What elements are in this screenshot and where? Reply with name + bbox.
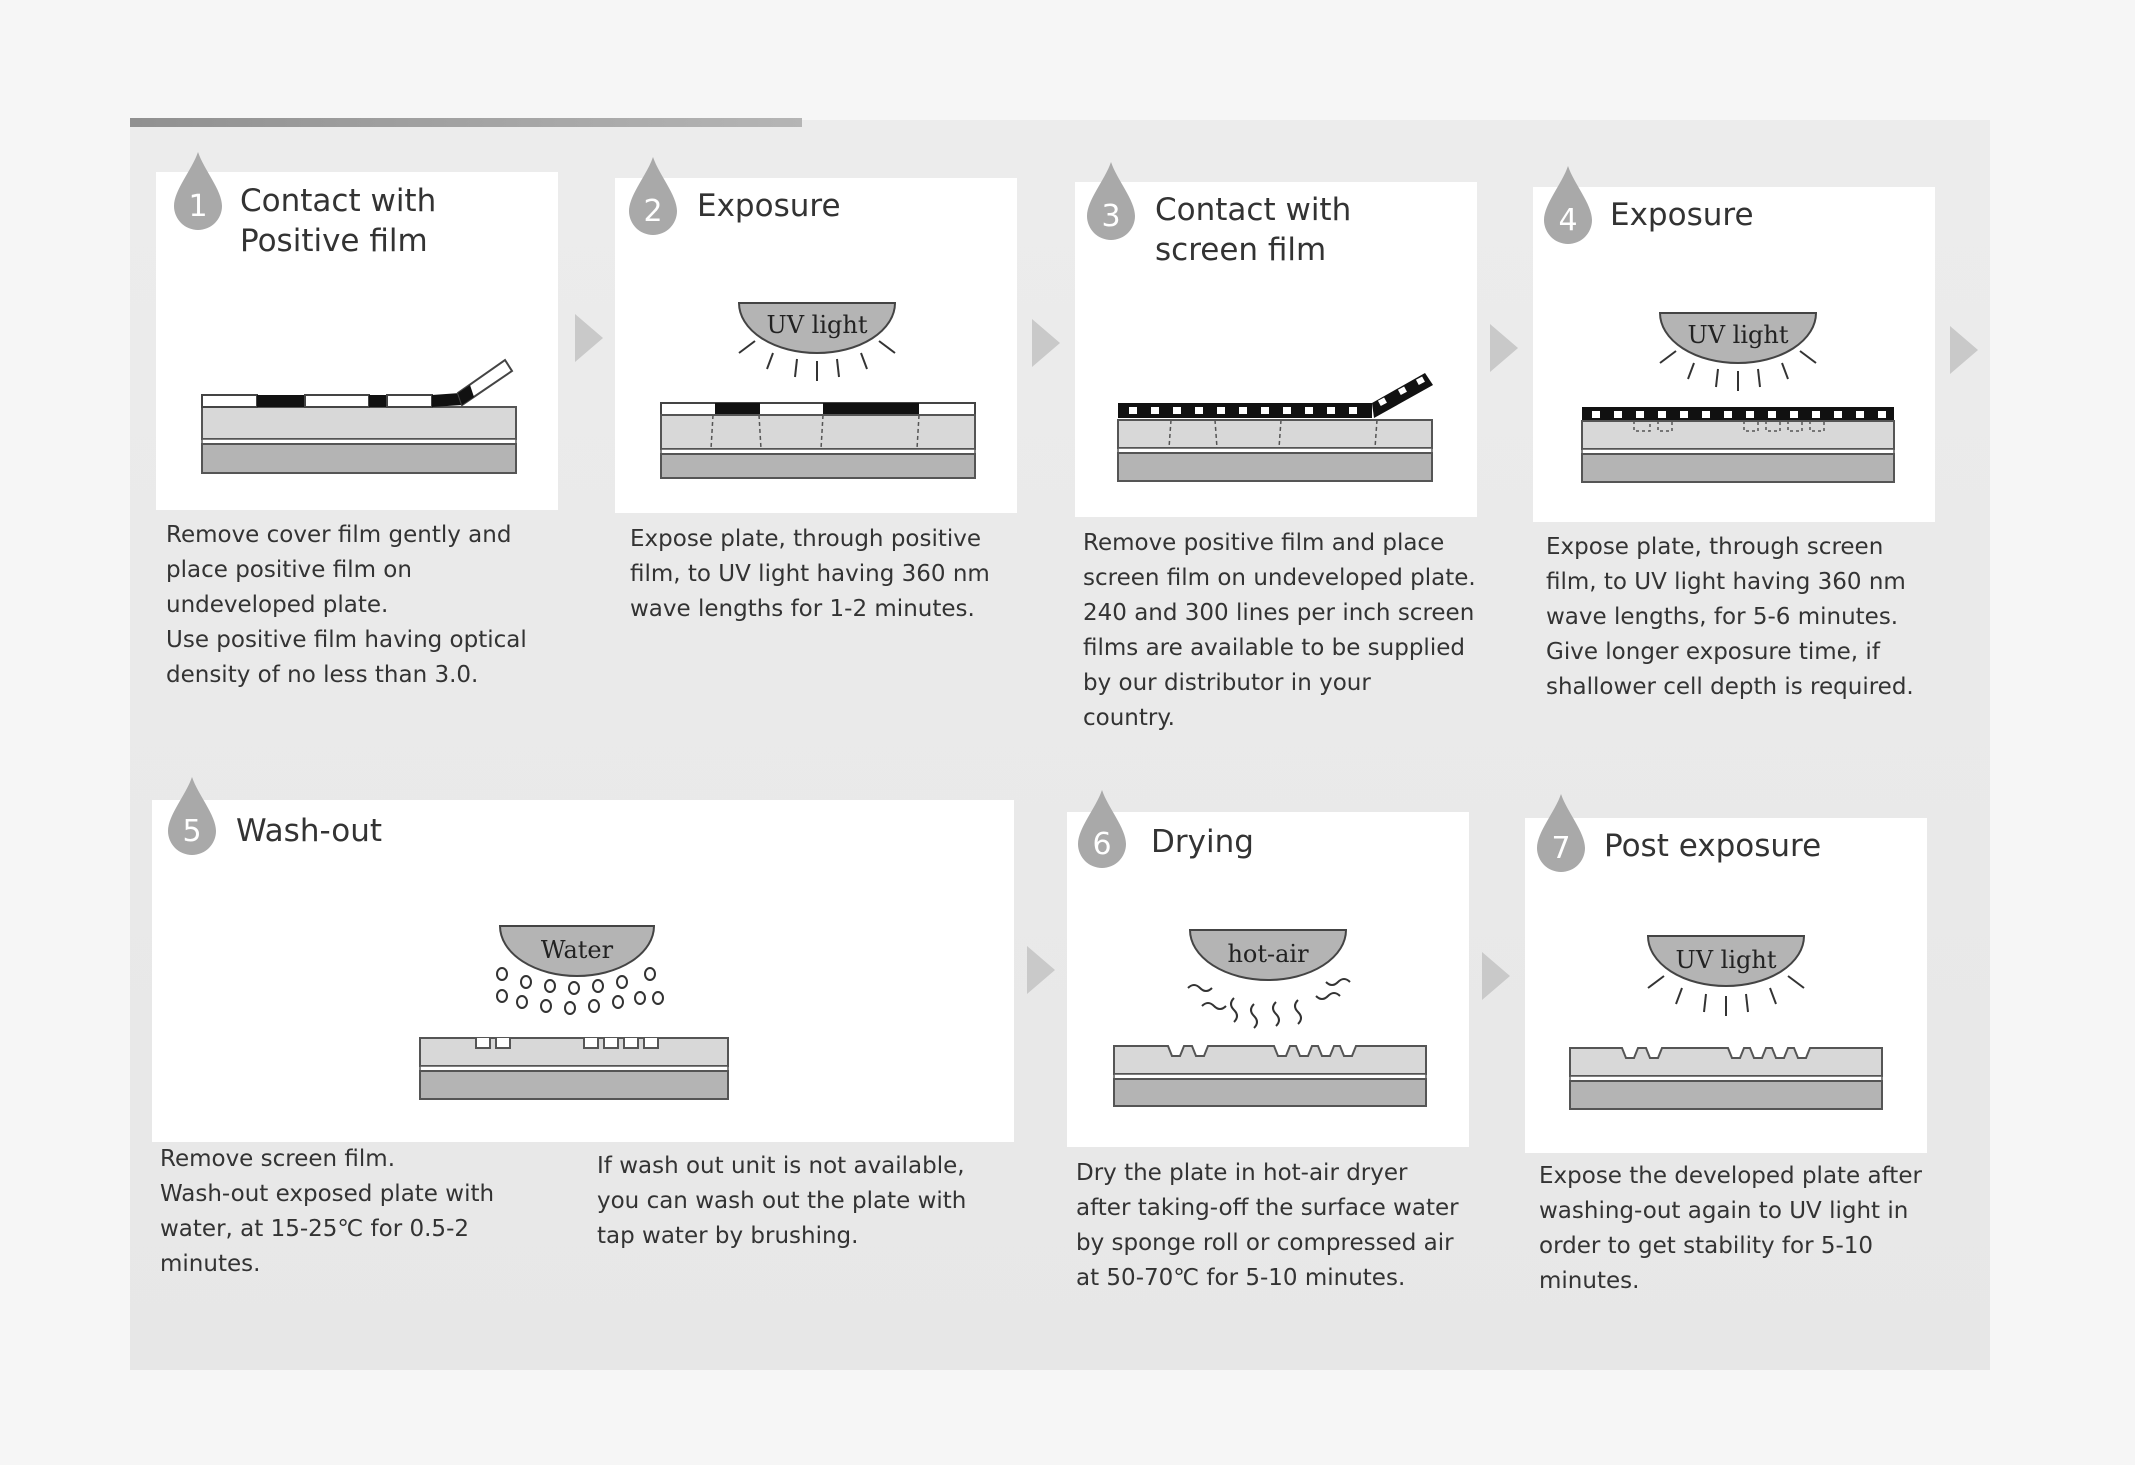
step-1-title: Contact with Positive film bbox=[240, 183, 437, 259]
next-step-arrow-icon bbox=[1030, 315, 1064, 371]
step-3-number-drop-icon bbox=[1083, 160, 1139, 244]
step-1-diagram bbox=[200, 355, 530, 475]
next-step-arrow-icon bbox=[1480, 948, 1514, 1004]
step-7-title: Post exposure bbox=[1604, 828, 1822, 864]
step-3-diagram bbox=[1115, 365, 1435, 485]
hot-air-waves bbox=[1188, 979, 1350, 1028]
step-2-number: 2 bbox=[643, 194, 663, 229]
step-2-description: Expose plate, through positive film, to UV light having 360 nm wave lengths for 1-2 minutes. bbox=[630, 526, 990, 622]
step-2-number-drop-icon bbox=[625, 155, 681, 239]
step-4-diagram bbox=[1578, 305, 1898, 485]
step-4-title: Exposure bbox=[1610, 197, 1754, 233]
step-7-diagram bbox=[1566, 932, 1886, 1112]
positive-film bbox=[661, 403, 975, 415]
hot-air-label: hot-air bbox=[1227, 940, 1309, 968]
step-5-description: Remove screen film. Wash-out exposed plate with water, at 15-25℃ for 0.5-2 minutes. bbox=[160, 1146, 495, 1277]
step-5-diagram bbox=[418, 922, 733, 1102]
positive-film bbox=[202, 395, 257, 407]
step-7-number: 7 bbox=[1551, 831, 1571, 866]
uv-lamp-label: UV light bbox=[1675, 946, 1777, 974]
undeveloped-plate bbox=[202, 407, 516, 439]
step-7-description: Expose the developed plate after washing-out again to UV light in order to get stability for 5-10 minutes. bbox=[1539, 1163, 1922, 1294]
step-5-number: 5 bbox=[182, 814, 202, 849]
step-4-number-drop-icon bbox=[1540, 164, 1596, 248]
step-2-diagram bbox=[655, 295, 985, 480]
next-step-arrow-icon bbox=[1488, 320, 1522, 376]
step-5-number-drop-icon bbox=[164, 775, 220, 859]
next-step-arrow-icon bbox=[1948, 322, 1982, 378]
next-step-arrow-icon bbox=[573, 310, 607, 366]
step-6-number: 6 bbox=[1092, 827, 1112, 862]
step-4-description: Expose plate, through screen film, to UV light having 360 nm wave lengths, for 5-6 minutes. Give longer exposure time, if shallower cell depth is required. bbox=[1546, 534, 1914, 700]
step-2-title: Exposure bbox=[697, 188, 841, 224]
step-6-diagram bbox=[1110, 926, 1430, 1108]
top-accent-bar bbox=[130, 118, 802, 127]
step-7-number-drop-icon bbox=[1533, 792, 1589, 876]
step-6-number-drop-icon bbox=[1074, 788, 1130, 872]
step-1-number-drop-icon bbox=[170, 150, 226, 234]
step-6-title: Drying bbox=[1151, 824, 1254, 860]
step-3-number: 3 bbox=[1101, 199, 1121, 234]
step-1-description: Remove cover film gently and place positive film on undeveloped plate. Use positive film having optical density of no less than 3.0. bbox=[166, 522, 527, 688]
screen-film bbox=[1582, 407, 1894, 421]
water-nozzle-label: Water bbox=[540, 936, 614, 964]
step-6-description: Dry the plate in hot-air dryer after taking-off the surface water by sponge roll or compressed air at 50-70℃ for 5-10 minutes. bbox=[1076, 1160, 1459, 1291]
step-3-description: Remove positive film and place screen film on undeveloped plate. 240 and 300 lines per inch screen films are available to be supplied by our distributor in your country. bbox=[1083, 530, 1476, 731]
step-3-title: Contact with screen film bbox=[1155, 192, 1352, 268]
step-4-number: 4 bbox=[1558, 203, 1578, 238]
next-step-arrow-icon bbox=[1025, 942, 1059, 998]
step-1-number: 1 bbox=[188, 189, 208, 224]
step-5-title: Wash-out bbox=[236, 813, 382, 849]
step-5-note: If wash out unit is not available, you can wash out the plate with tap water by brushing. bbox=[597, 1153, 967, 1249]
uv-lamp-label: UV light bbox=[766, 311, 868, 339]
uv-lamp-label: UV light bbox=[1687, 321, 1789, 349]
